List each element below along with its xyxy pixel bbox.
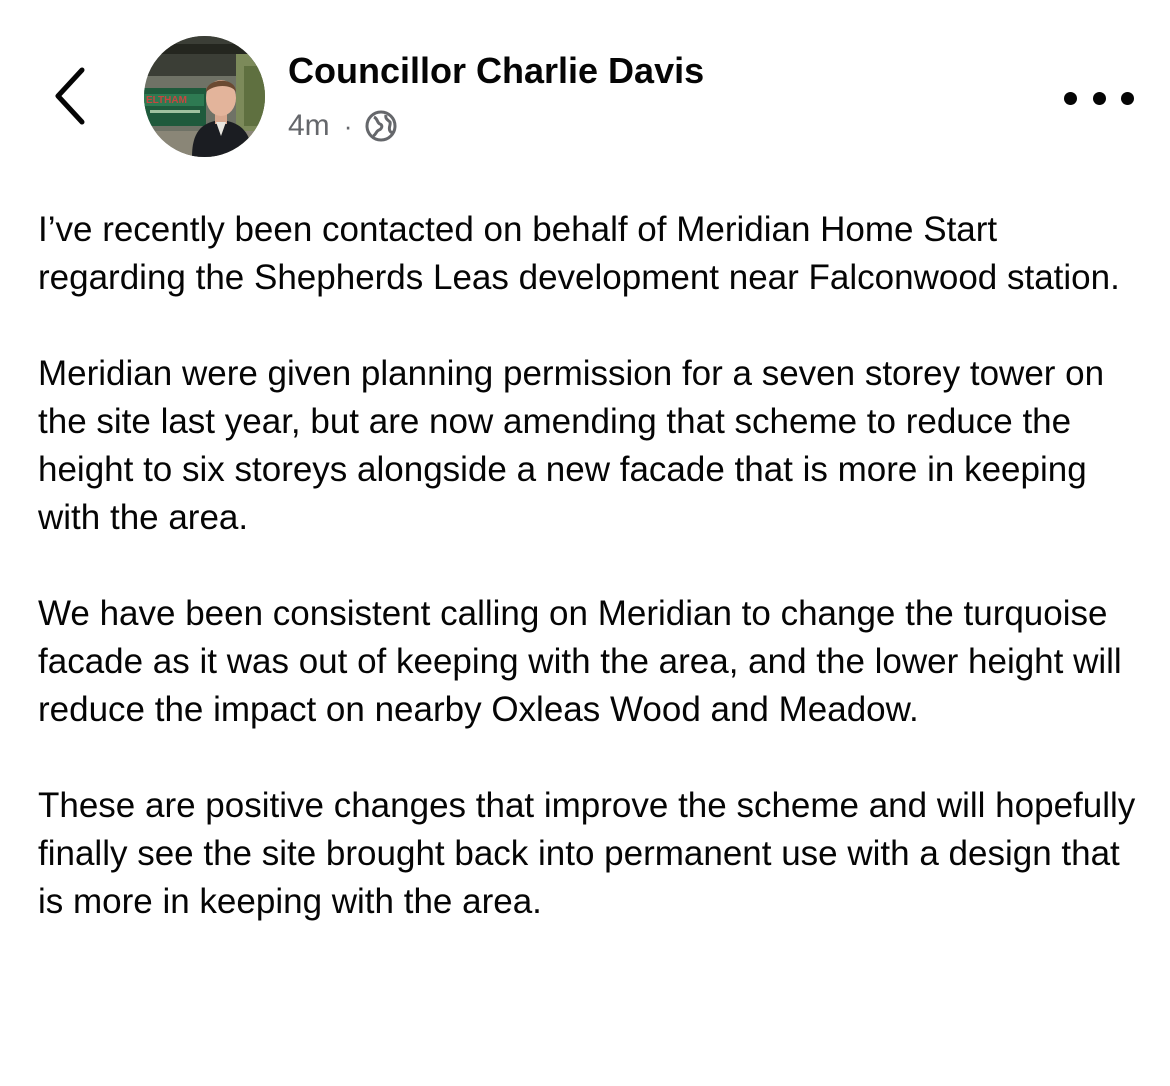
avatar[interactable] xyxy=(144,36,265,157)
avatar-sign-text: ELTHAM xyxy=(146,95,187,106)
post-paragraph: These are positive changes that improve the scheme and will hopefully finally see the site brought back into permanent use with a design that is more in keeping with the area. xyxy=(38,786,1136,921)
post-paragraph: Meridian were given planning permission for a seven storey tower on the site last year, but are now amending that scheme to reduce the height to six storeys alongside a new facade that is more in keeping with the area. xyxy=(38,354,1105,537)
more-horizontal-icon xyxy=(1064,92,1077,105)
more-horizontal-icon xyxy=(1093,92,1106,105)
author-name[interactable]: Councillor Charlie Davis xyxy=(288,50,705,91)
profile-photo xyxy=(144,36,265,157)
post-meta xyxy=(288,104,398,148)
back-button[interactable] xyxy=(40,56,100,136)
chevron-left-icon xyxy=(53,66,87,126)
post-paragraph: I’ve recently been contacted on behalf of Meridian Home Start regarding the Shepherds Leas development near Falconwood station. xyxy=(38,210,1120,297)
post-header xyxy=(0,0,1170,190)
post-paragraph: We have been consistent calling on Meridian to change the turquoise facade as it was out of keeping with the area, and the lower height will reduce the impact on nearby Oxleas Wood and Meadow. xyxy=(38,594,1122,729)
meta-separator: · xyxy=(343,110,353,141)
more-horizontal-icon xyxy=(1121,92,1134,105)
globe-icon[interactable] xyxy=(364,109,398,143)
timestamp[interactable]: 4m xyxy=(288,109,330,142)
more-options-button[interactable] xyxy=(1064,80,1134,116)
post-body xyxy=(38,206,1138,926)
